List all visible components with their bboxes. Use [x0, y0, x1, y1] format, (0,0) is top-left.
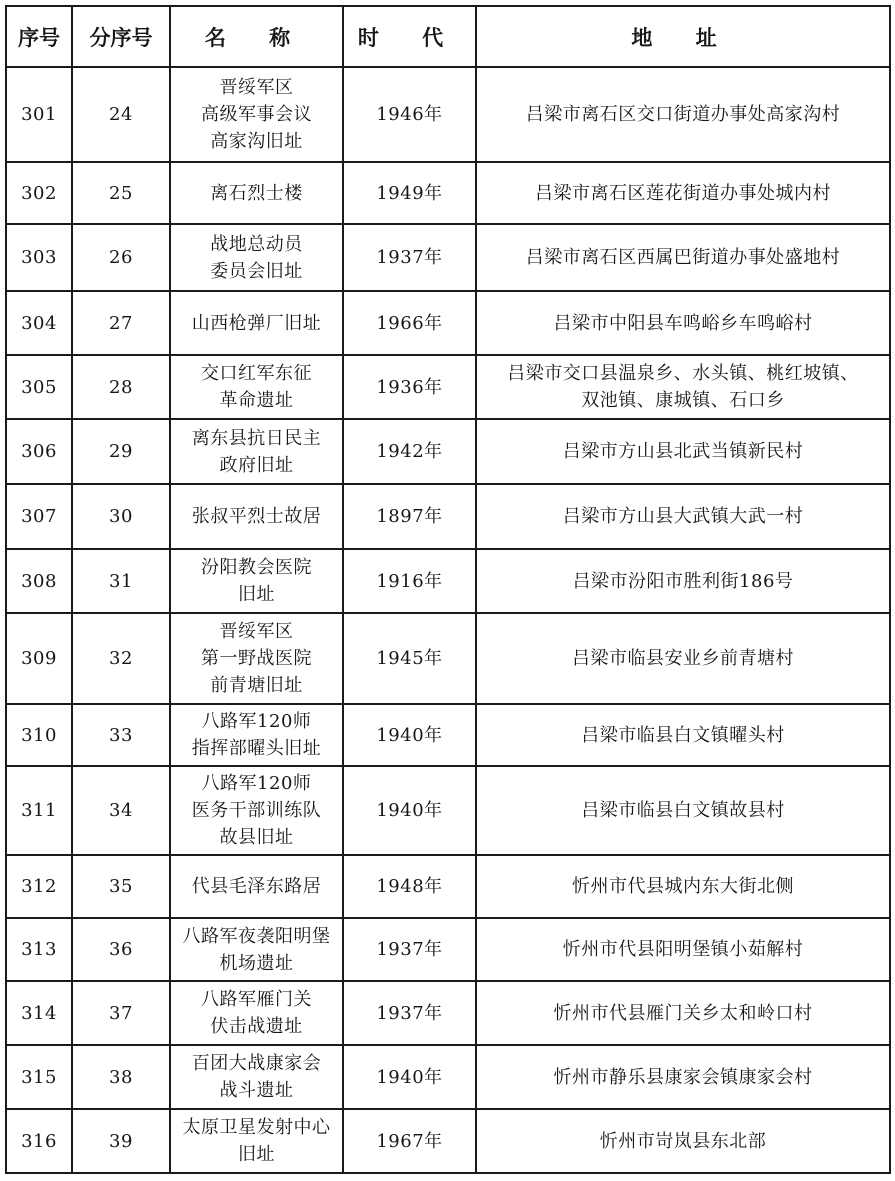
cell-address	[476, 613, 890, 704]
cell-name-line: 张叔平烈士故居	[191, 506, 322, 527]
cell-era: 1948年	[343, 855, 476, 918]
cell-name-line: 太原卫星发射中心	[182, 1117, 331, 1138]
cell-sub-index: 24	[72, 67, 170, 162]
cell-address-line: 忻州市岢岚县东北部	[599, 1130, 767, 1152]
table-row	[6, 162, 890, 224]
header-address: 地 址	[476, 6, 890, 67]
cell-name-line: 百团大战康家会	[191, 1053, 322, 1074]
cell-sub-index: 39	[72, 1109, 170, 1173]
cell-name	[170, 484, 343, 549]
header-era: 时 代	[343, 6, 476, 67]
cell-name-line: 指挥部曜头旧址	[191, 738, 322, 759]
cell-name	[170, 981, 343, 1045]
cell-name-line: 离石烈士楼	[210, 182, 303, 204]
cell-sub-index: 31	[72, 549, 170, 613]
table-row	[6, 67, 890, 162]
cell-sub-index: 34	[72, 766, 170, 855]
cell-address	[476, 355, 890, 419]
cell-index: 308	[6, 549, 72, 613]
cell-index: 311	[6, 766, 72, 855]
cell-address	[476, 704, 890, 766]
cell-address	[476, 419, 890, 484]
cell-sub-index: 38	[72, 1045, 170, 1109]
cell-address-line: 忻州市静乐县康家会镇康家会村	[553, 1066, 813, 1088]
cell-address	[476, 67, 890, 162]
cell-address-line: 吕梁市离石区西属巴街道办事处盛地村	[525, 247, 841, 268]
cell-era: 1936年	[343, 355, 476, 419]
cell-name	[170, 549, 343, 613]
cell-era: 1937年	[343, 981, 476, 1045]
cell-name-line: 政府旧址	[219, 454, 294, 476]
cell-address-line: 忻州市代县城内东大街北侧	[572, 876, 794, 897]
cell-index: 312	[6, 855, 72, 918]
cell-sub-index: 37	[72, 981, 170, 1045]
cell-index: 302	[6, 162, 72, 224]
table-row	[6, 981, 890, 1045]
cell-address-line: 吕梁市交口县温泉乡、水头镇、桃红坡镇、	[507, 363, 859, 384]
cell-era: 1945年	[343, 613, 476, 704]
cell-name	[170, 704, 343, 766]
cell-address-line: 吕梁市中阳县车鸣峪乡车鸣峪村	[553, 312, 813, 334]
cell-address	[476, 549, 890, 613]
cell-name	[170, 613, 343, 704]
cell-era: 1946年	[343, 67, 476, 162]
cell-name-line: 八路军120师	[201, 711, 312, 732]
cell-index: 303	[6, 224, 72, 291]
cell-address-line: 吕梁市临县白文镇曜头村	[581, 724, 785, 746]
cell-name-line: 高家沟旧址	[210, 131, 303, 152]
cell-address	[476, 1045, 890, 1109]
cell-name-line: 故县旧址	[219, 827, 294, 848]
cell-address-line: 吕梁市临县安业乡前青塘村	[572, 648, 794, 669]
cell-era: 1940年	[343, 1045, 476, 1109]
cell-name-line: 八路军雁门关	[201, 989, 312, 1010]
cell-name	[170, 766, 343, 855]
cell-address	[476, 766, 890, 855]
cell-name-line: 革命遗址	[219, 390, 294, 411]
cell-address-line: 吕梁市方山县大武镇大武一村	[562, 506, 804, 527]
cell-index: 310	[6, 704, 72, 766]
cell-name-line: 晋绥军区	[219, 621, 294, 642]
cell-sub-index: 27	[72, 291, 170, 355]
cell-address-line: 忻州市代县阳明堡镇小茹解村	[562, 939, 804, 960]
heritage-sites-table	[5, 5, 891, 1174]
cell-name-line: 离东县抗日民主	[191, 427, 322, 449]
table-row	[6, 1045, 890, 1109]
cell-address	[476, 918, 890, 981]
cell-name-line: 晋绥军区	[219, 77, 294, 98]
cell-index: 306	[6, 419, 72, 484]
cell-sub-index: 32	[72, 613, 170, 704]
cell-name	[170, 918, 343, 981]
cell-address	[476, 855, 890, 918]
cell-sub-index: 35	[72, 855, 170, 918]
cell-name-line: 旧址	[238, 584, 275, 605]
header-index: 序号	[6, 6, 72, 67]
cell-era: 1967年	[343, 1109, 476, 1173]
cell-sub-index: 28	[72, 355, 170, 419]
table-row	[6, 855, 890, 918]
cell-address-line: 吕梁市临县白文镇故县村	[581, 800, 785, 821]
table-row	[6, 355, 890, 419]
cell-name-line: 代县毛泽东路居	[191, 876, 322, 897]
cell-name-line: 汾阳教会医院	[201, 557, 312, 578]
cell-name	[170, 1109, 343, 1173]
cell-name-line: 机场遗址	[219, 952, 294, 974]
cell-name	[170, 1045, 343, 1109]
cell-name-line: 第一野战医院	[201, 648, 312, 669]
cell-name-line: 八路军夜袭阳明堡	[182, 925, 331, 947]
table-row	[6, 549, 890, 613]
cell-address-line: 吕梁市方山县北武当镇新民村	[562, 441, 804, 462]
cell-era: 1949年	[343, 162, 476, 224]
table-row	[6, 766, 890, 855]
table-row	[6, 704, 890, 766]
cell-name-line: 委员会旧址	[210, 260, 303, 282]
cell-index: 304	[6, 291, 72, 355]
cell-index: 314	[6, 981, 72, 1045]
table-body	[6, 67, 890, 1173]
cell-address	[476, 484, 890, 549]
cell-name-line: 高级军事会议	[201, 104, 312, 125]
cell-address	[476, 224, 890, 291]
cell-name-line: 八路军120师	[201, 773, 312, 794]
cell-name-line: 山西枪弹厂旧址	[191, 312, 322, 334]
cell-index: 309	[6, 613, 72, 704]
table-row	[6, 484, 890, 549]
cell-address	[476, 291, 890, 355]
cell-sub-index: 36	[72, 918, 170, 981]
header-name: 名 称	[170, 6, 343, 67]
cell-sub-index: 30	[72, 484, 170, 549]
cell-name-line: 战斗遗址	[219, 1080, 294, 1101]
cell-era: 1966年	[343, 291, 476, 355]
cell-name-line: 交口红军东征	[201, 363, 312, 384]
cell-index: 315	[6, 1045, 72, 1109]
table-row	[6, 224, 890, 291]
cell-era: 1916年	[343, 549, 476, 613]
cell-name	[170, 419, 343, 484]
cell-era: 1942年	[343, 419, 476, 484]
cell-era: 1937年	[343, 918, 476, 981]
header-row	[6, 6, 890, 67]
cell-name	[170, 224, 343, 291]
cell-era: 1937年	[343, 224, 476, 291]
cell-index: 305	[6, 355, 72, 419]
cell-address-line: 吕梁市汾阳市胜利街186号	[572, 570, 794, 592]
cell-name	[170, 67, 343, 162]
cell-address-line: 吕梁市离石区莲花街道办事处城内村	[535, 182, 831, 204]
header-sub-index: 分序号	[72, 6, 170, 67]
cell-address	[476, 1109, 890, 1173]
cell-name	[170, 855, 343, 918]
cell-era: 1940年	[343, 704, 476, 766]
cell-name-line: 医务干部训练队	[191, 800, 322, 821]
table-row	[6, 613, 890, 704]
cell-address	[476, 162, 890, 224]
cell-name-line: 战地总动员	[210, 233, 303, 255]
cell-index: 307	[6, 484, 72, 549]
table-row	[6, 291, 890, 355]
cell-era: 1940年	[343, 766, 476, 855]
cell-era: 1897年	[343, 484, 476, 549]
cell-address	[476, 981, 890, 1045]
cell-name-line: 伏击战遗址	[210, 1016, 303, 1037]
table-row	[6, 918, 890, 981]
cell-address-line: 双池镇、康城镇、石口乡	[581, 390, 785, 411]
cell-name-line: 旧址	[238, 1144, 275, 1165]
cell-sub-index: 26	[72, 224, 170, 291]
cell-sub-index: 33	[72, 704, 170, 766]
cell-name-line: 前青塘旧址	[210, 675, 303, 696]
cell-address-line: 忻州市代县雁门关乡太和岭口村	[553, 1002, 813, 1024]
cell-index: 313	[6, 918, 72, 981]
cell-address-line: 吕梁市离石区交口街道办事处高家沟村	[525, 104, 841, 125]
cell-name	[170, 291, 343, 355]
cell-index: 316	[6, 1109, 72, 1173]
cell-sub-index: 25	[72, 162, 170, 224]
cell-index: 301	[6, 67, 72, 162]
cell-name	[170, 162, 343, 224]
cell-sub-index: 29	[72, 419, 170, 484]
table-row	[6, 419, 890, 484]
table-row	[6, 1109, 890, 1173]
cell-name	[170, 355, 343, 419]
